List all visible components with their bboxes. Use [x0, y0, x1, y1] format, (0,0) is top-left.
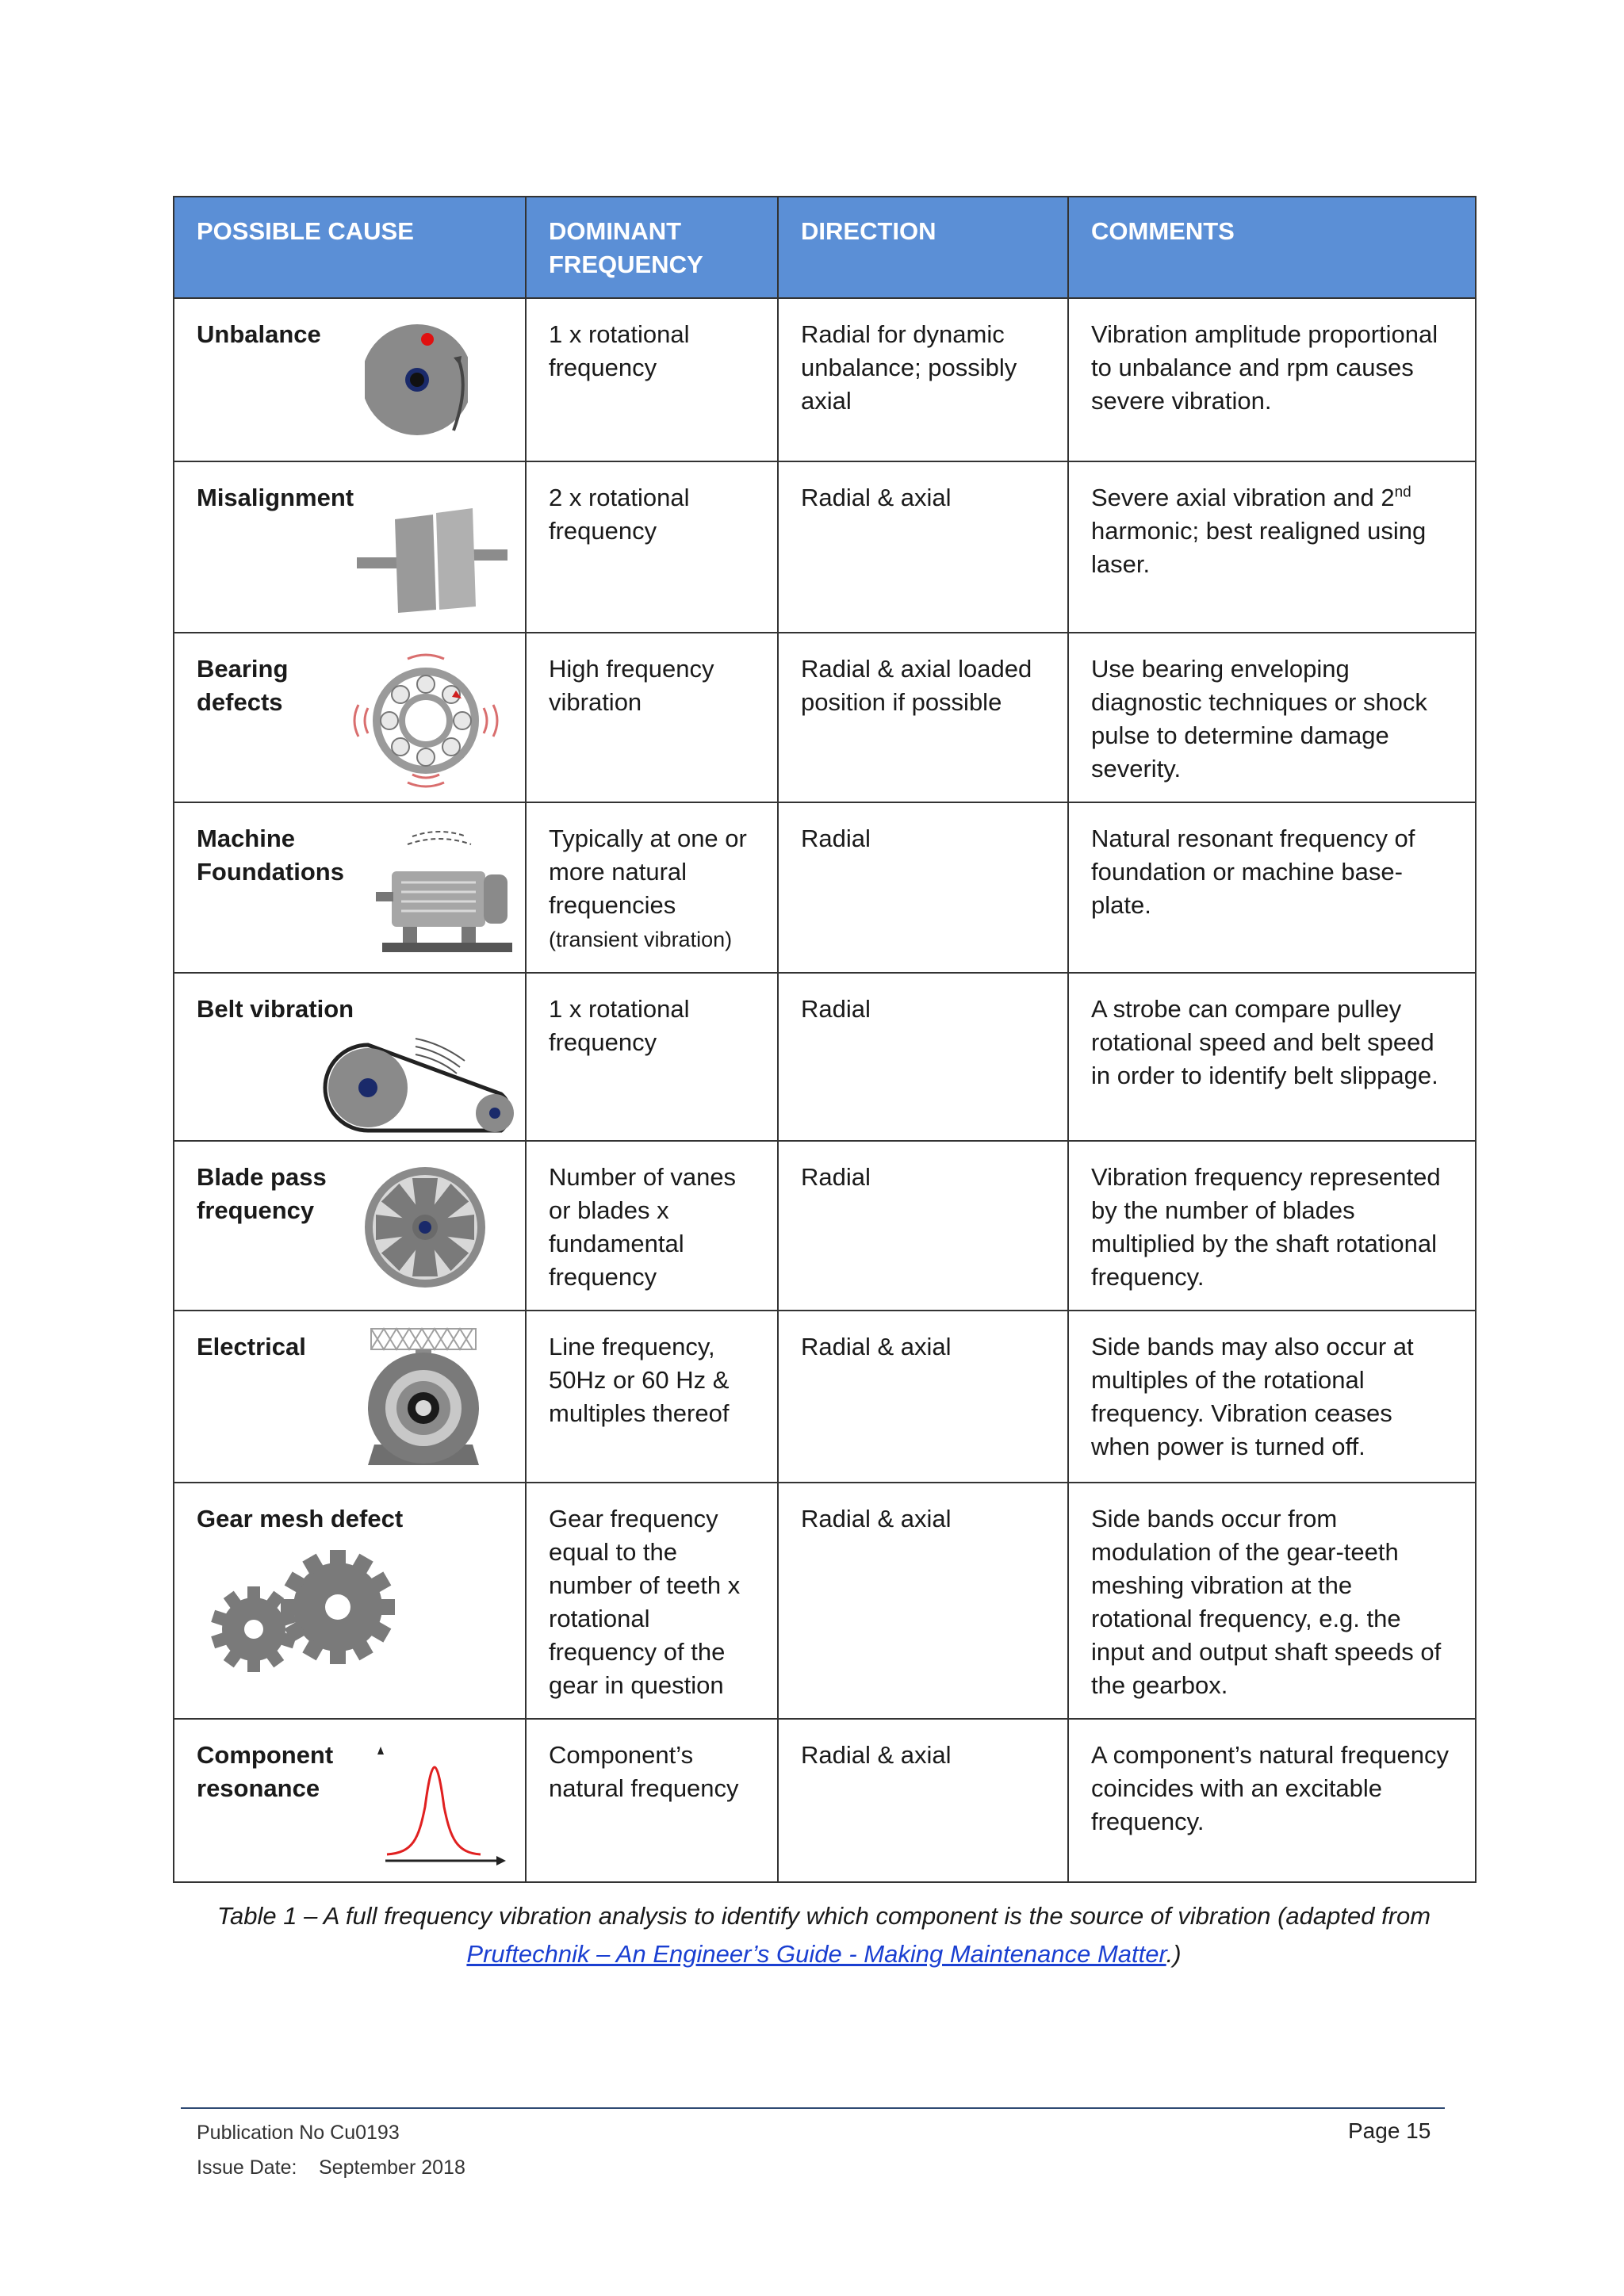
- frequency-cell: 1 x rotational frequency: [526, 973, 778, 1141]
- table-row: [174, 633, 1476, 802]
- cause-cell: [174, 298, 526, 461]
- comments-text: harmonic; best realigned using laser.: [1091, 517, 1427, 578]
- direction-cell: Radial & axial: [778, 461, 1068, 633]
- comments-cell: Natural resonant frequency of foundation or machine base-plate.: [1068, 802, 1476, 973]
- comments-cell: Vibration amplitude proportional to unbalance and rpm causes severe vibration.: [1068, 298, 1476, 461]
- table-row: [174, 1311, 1476, 1483]
- gears-icon: [205, 1547, 403, 1689]
- table-row: [174, 1483, 1476, 1719]
- frequency-cell: 1 x rotational frequency: [526, 298, 778, 461]
- issue-date-value: September 2018: [319, 2156, 465, 2179]
- comments-cell: Vibration frequency represented by the number of blades multiplied by the shaft rotational frequency.: [1068, 1141, 1476, 1311]
- vibration-cause-table: [173, 196, 1477, 1883]
- table-row: [174, 1141, 1476, 1311]
- comments-cell: A component’s natural frequency coincides with an excitable frequency.: [1068, 1719, 1476, 1882]
- cause-label: Gear mesh defect: [197, 1505, 404, 1533]
- cause-label: Bearing defects: [197, 655, 289, 716]
- belt-drive-icon: [320, 1029, 527, 1140]
- source-link[interactable]: Pruftechnik – An Engineer’s Guide - Making Maintenance Matter: [466, 1940, 1166, 1968]
- table-row: [174, 973, 1476, 1141]
- comments-text: Severe axial vibration and 2: [1091, 484, 1395, 511]
- header-comments: COMMENTS: [1068, 197, 1476, 298]
- cause-cell: [174, 1311, 526, 1483]
- frequency-cell: Gear frequency equal to the number of teeth x rotational frequency of the gear in question: [526, 1483, 778, 1719]
- header-possible-cause: POSSIBLE CAUSE: [174, 197, 526, 298]
- caption-text-end: .): [1166, 1940, 1182, 1968]
- table-caption: [173, 1897, 1475, 1973]
- table-row: [174, 1719, 1476, 1882]
- header-dominant-frequency: DOMINANT FREQUENCY: [526, 197, 778, 298]
- footer-publication-info: [197, 2115, 465, 2185]
- cause-cell: [174, 1141, 526, 1311]
- table-row: [174, 298, 1476, 461]
- comments-cell: [1068, 461, 1476, 633]
- frequency-note: (transient vibration): [549, 928, 733, 951]
- frequency-cell: High frequency vibration: [526, 633, 778, 802]
- direction-cell: Radial & axial loaded position if possible: [778, 633, 1068, 802]
- cause-label: Belt vibration: [197, 995, 354, 1023]
- cause-label: Blade pass frequency: [197, 1163, 327, 1224]
- publication-number: Publication No Cu0193: [197, 2122, 400, 2144]
- ordinal-suffix: nd: [1394, 484, 1411, 501]
- electric-motor-icon: [360, 1326, 487, 1476]
- misaligned-coupling-icon: [357, 508, 515, 619]
- ball-bearing-icon: [350, 649, 501, 792]
- comments-cell: Side bands may also occur at multiples of the rotational frequency. Vibration ceases when power is turned off.: [1068, 1311, 1476, 1483]
- fan-blades-icon: [362, 1164, 488, 1291]
- frequency-cell: Number of vanes or blades x fundamental frequency: [526, 1141, 778, 1311]
- cause-label: Unbalance: [197, 320, 321, 348]
- comments-cell: Use bearing enveloping diagnostic techniques or shock pulse to determine damage severity.: [1068, 633, 1476, 802]
- issue-date-label: Issue Date:: [197, 2156, 297, 2179]
- page-number: Page 15: [1348, 2118, 1431, 2143]
- direction-cell: Radial: [778, 973, 1068, 1141]
- table-header-row: [174, 197, 1476, 298]
- frequency-cell: 2 x rotational frequency: [526, 461, 778, 633]
- frequency-cell: Component’s natural frequency: [526, 1719, 778, 1882]
- direction-cell: Radial & axial: [778, 1483, 1068, 1719]
- cause-label: Machine Foundations: [197, 825, 344, 886]
- comments-cell: A strobe can compare pulley rotational speed and belt speed in order to identify belt slippage.: [1068, 973, 1476, 1141]
- cause-cell: [174, 1719, 526, 1882]
- cause-cell: [174, 1483, 526, 1719]
- header-direction: DIRECTION: [778, 197, 1068, 298]
- issue-date-line: [197, 2150, 465, 2185]
- cause-cell: [174, 461, 526, 633]
- cause-cell: [174, 633, 526, 802]
- cause-cell: [174, 973, 526, 1141]
- cause-label: Misalignment: [197, 484, 354, 511]
- direction-cell: Radial & axial: [778, 1719, 1068, 1882]
- frequency-text: Typically at one or more natural frequencies: [549, 825, 747, 919]
- cause-label: Component resonance: [197, 1741, 334, 1802]
- resonance-peak-icon: [370, 1743, 512, 1870]
- table-row: [174, 461, 1476, 633]
- direction-cell: Radial & axial: [778, 1311, 1068, 1483]
- direction-cell: Radial for dynamic unbalance; possibly axial: [778, 298, 1068, 461]
- table-row: [174, 802, 1476, 973]
- frequency-cell: [526, 802, 778, 973]
- footer-divider: [181, 2107, 1445, 2109]
- direction-cell: Radial: [778, 802, 1068, 973]
- cause-cell: [174, 802, 526, 973]
- comments-cell: Side bands occur from modulation of the gear-teeth meshing vibration at the rotational frequency, e.g. the input and output shaft speeds of the gearbox.: [1068, 1483, 1476, 1719]
- cause-label: Electrical: [197, 1333, 306, 1360]
- direction-cell: Radial: [778, 1141, 1068, 1311]
- caption-text: Table 1 – A full frequency vibration analysis to identify which component is the source of vibration (adapted from: [216, 1902, 1431, 1930]
- unbalance-wheel-icon: [365, 320, 468, 438]
- frequency-cell: Line frequency, 50Hz or 60 Hz & multiples thereof: [526, 1311, 778, 1483]
